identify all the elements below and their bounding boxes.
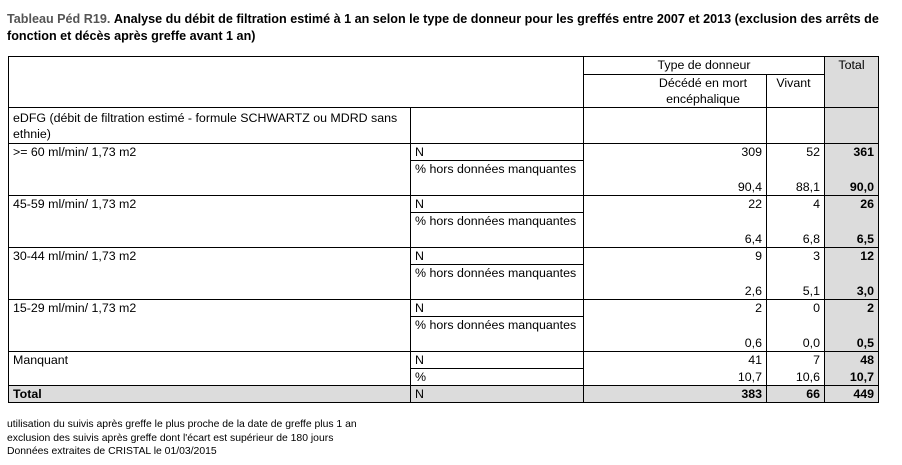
- stat-label: N: [411, 299, 584, 316]
- value-living: 3: [767, 247, 825, 264]
- row-label: 15-29 ml/min/ 1,73 m2: [9, 299, 411, 316]
- table-title: [7, 11, 895, 45]
- value-total: 2: [825, 299, 879, 316]
- row-label: 30-44 ml/min/ 1,73 m2: [9, 247, 411, 264]
- row-label: Manquant: [9, 351, 411, 368]
- row-label: [9, 264, 411, 299]
- row-label: [9, 368, 411, 385]
- table-row: [9, 299, 879, 316]
- value-total: 6,5: [825, 212, 879, 247]
- value-living: 5,1: [767, 264, 825, 299]
- table-row: [9, 160, 879, 195]
- header-empty: [411, 74, 584, 107]
- row-label: [9, 160, 411, 195]
- value-living: 52: [767, 143, 825, 160]
- value-dead: 9: [584, 247, 767, 264]
- total-stat: N: [411, 385, 584, 402]
- value-living: 10,6: [767, 368, 825, 385]
- footnotes: [7, 418, 357, 459]
- total-label: Total: [9, 385, 411, 402]
- total-total: 449: [825, 385, 879, 402]
- stat-label: %: [411, 368, 584, 385]
- value-total: 3,0: [825, 264, 879, 299]
- total-dead: 383: [584, 385, 767, 402]
- value-living: 7: [767, 351, 825, 368]
- section-empty: [767, 107, 825, 143]
- footnote: exclusion des suivis après greffe dont l'écart est supérieur de 180 jours: [7, 432, 334, 444]
- table-row: [9, 264, 879, 299]
- stat-label: N: [411, 351, 584, 368]
- value-dead: 2,6: [584, 264, 767, 299]
- total-living: 66: [767, 385, 825, 402]
- table-row: [9, 212, 879, 247]
- table-row: [9, 316, 879, 351]
- value-dead: 6,4: [584, 212, 767, 247]
- table-caption: Analyse du débit de filtration estimé à 1 an selon le type de donneur pour les greffés entre 2007 et 2013 (exclusion des arrêts de fonction et décès après greffe avant 1 an): [7, 12, 879, 43]
- value-total: 361: [825, 143, 879, 160]
- total-row: [9, 385, 879, 402]
- value-total: 10,7: [825, 368, 879, 385]
- stat-label: N: [411, 195, 584, 212]
- table-number: Tableau Péd R19.: [7, 12, 111, 26]
- stat-label: % hors données manquantes: [411, 264, 584, 299]
- footnote: utilisation du suivis après greffe le plus proche de la date de greffe plus 1 an: [7, 419, 357, 430]
- value-total: 12: [825, 247, 879, 264]
- stat-label: % hors données manquantes: [411, 316, 584, 351]
- value-living: 88,1: [767, 160, 825, 195]
- value-total: 26: [825, 195, 879, 212]
- value-dead: 0,6: [584, 316, 767, 351]
- stat-label: N: [411, 143, 584, 160]
- row-label: >= 60 ml/min/ 1,73 m2: [9, 143, 411, 160]
- value-living: 0: [767, 299, 825, 316]
- header-total-empty: [825, 74, 879, 107]
- value-dead: 90,4: [584, 160, 767, 195]
- value-living: 6,8: [767, 212, 825, 247]
- value-dead: 41: [584, 351, 767, 368]
- table-row: [9, 195, 879, 212]
- header-row-columns: [9, 74, 879, 107]
- header-row-group: [9, 57, 879, 75]
- section-empty: [825, 107, 879, 143]
- header-empty: [9, 57, 411, 75]
- header-living-donor: Vivant: [767, 74, 825, 107]
- header-empty: [9, 74, 411, 107]
- table-row: [9, 368, 879, 385]
- section-empty: [584, 107, 767, 143]
- header-donor-type: Type de donneur: [584, 57, 825, 75]
- stat-label: N: [411, 247, 584, 264]
- stat-label: % hors données manquantes: [411, 160, 584, 195]
- value-dead: 2: [584, 299, 767, 316]
- row-label: 45-59 ml/min/ 1,73 m2: [9, 195, 411, 212]
- row-label: [9, 212, 411, 247]
- value-total: 90,0: [825, 160, 879, 195]
- footnote: Données extraites de CRISTAL le 01/03/2015: [7, 446, 217, 457]
- row-label: [9, 316, 411, 351]
- header-total: Total: [825, 57, 879, 75]
- value-total: 0,5: [825, 316, 879, 351]
- value-dead: 22: [584, 195, 767, 212]
- section-row: [9, 107, 879, 143]
- value-total: 48: [825, 351, 879, 368]
- results-table: [8, 56, 879, 403]
- value-living: 0,0: [767, 316, 825, 351]
- table-row: [9, 247, 879, 264]
- value-dead: 10,7: [584, 368, 767, 385]
- value-dead: 309: [584, 143, 767, 160]
- stat-label: % hors données manquantes: [411, 212, 584, 247]
- header-empty: [411, 57, 584, 75]
- section-empty: [411, 107, 584, 143]
- value-living: 4: [767, 195, 825, 212]
- section-label: eDFG (débit de filtration estimé - formule SCHWARTZ ou MDRD sans ethnie): [9, 107, 411, 143]
- table-row: [9, 143, 879, 160]
- table-row: [9, 351, 879, 368]
- header-dead-donor: Décédé en mort encéphalique: [584, 74, 767, 107]
